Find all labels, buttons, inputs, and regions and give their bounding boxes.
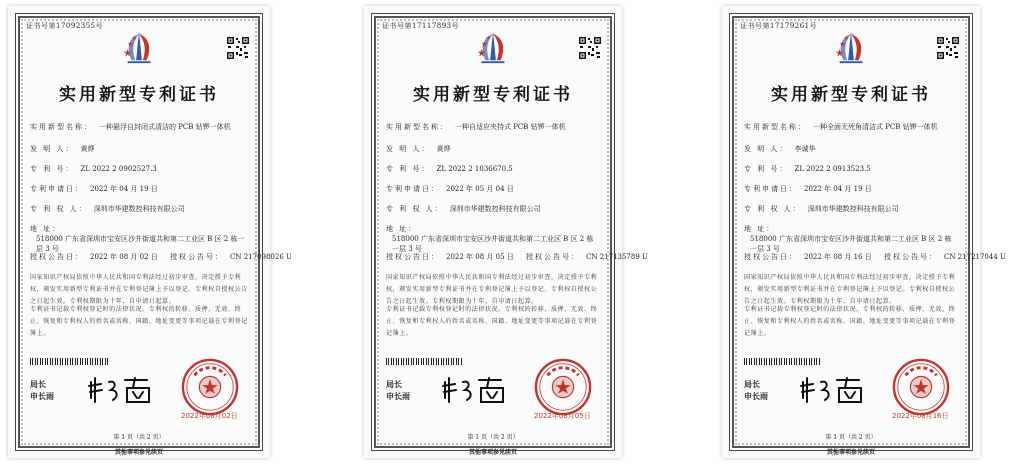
patent-certificate-2 [364, 6, 648, 458]
patent-number: 专 利 号： ZL 2022 2 0902527.3 [30, 165, 157, 173]
certificate-number: 证书号第17092355号 [26, 22, 104, 30]
official-seal-icon [892, 358, 950, 416]
director-title: 局长 [386, 379, 402, 389]
grant-date: 授权公告日： 2022 年 08 月 02 日 授权公告号： CN 217098026 U [30, 253, 292, 261]
director-signature [87, 374, 159, 404]
filing-date: 专利申请日： 2022 年 04 月 19 日 [744, 185, 872, 193]
director-signature [799, 374, 871, 404]
legal-status-statement: 专利证书记载专利权登记时的法律状况。专利权的转移、质押、无效、终止、恢复和专利权人的姓名或名称、国籍、地址变更等事项记载在专利登记簿上。 [30, 306, 248, 337]
grant-date: 授权公告日： 2022 年 08 月 05 日 授权公告号： CN 217135789 U [386, 253, 648, 261]
utility-model-name: 实用新型名称： 一种自适应夹持式 PCB 钻锣一体机 [386, 123, 566, 131]
director-name: 申长雨 [386, 391, 410, 401]
director-title: 局长 [30, 379, 46, 389]
barcode [386, 358, 463, 365]
page-number: 第 1 页（共 2 页） [467, 434, 519, 441]
certificate-title: 实用新型专利证书 [413, 85, 573, 105]
inventor: 发 明 人： 黄烨 [386, 145, 451, 153]
footer-note: 其他事项参见续页 [114, 449, 163, 456]
cnipa-emblem-icon [474, 28, 512, 66]
director-block [30, 378, 54, 402]
certificate-number: 证书号第17179261号 [740, 22, 818, 30]
patent-certificate-1 [8, 6, 292, 458]
page-number: 第 1 页（共 2 页） [825, 434, 877, 441]
certificate-title: 实用新型专利证书 [59, 85, 219, 105]
director-title: 局长 [744, 379, 760, 389]
footer-note: 其他事项参见续页 [468, 449, 517, 456]
filing-date: 专利申请日： 2022 年 04 月 19 日 [30, 185, 158, 193]
qr-code-icon [578, 36, 602, 60]
filing-date: 专利申请日： 2022 年 05 月 04 日 [386, 185, 514, 193]
certificate-title: 实用新型专利证书 [771, 85, 931, 105]
patent-holder: 专 利 权 人： 深圳市华建数控科技有限公司 [744, 205, 899, 213]
footer-note: 其他事项参见续页 [826, 449, 875, 456]
grant-statement: 国家知识产权局依照中华人民共和国专利法经过初步审查，决定授予专利权，颁发实用新型专利证书并在专利登记簿上予以登记。专利权自授权公告之日起生效。专利权期限为十年，自申请日起算。 [744, 274, 956, 305]
holder-address: 地 址：518000 广东省深圳市宝安区沙井街道共和第二工业区 B 区 2 栋一层 3 号 [744, 225, 952, 253]
grant-statement: 国家知识产权局依照中华人民共和国专利法经过初步审查，决定授予专利权，颁发实用新型专利证书并在专利登记簿上予以登记。专利权自授权公告之日起生效。专利权期限为十年，自申请日起算。 [386, 274, 598, 305]
patent-number: 专 利 号： ZL 2022 2 0913523.5 [744, 165, 871, 173]
official-seal-icon [181, 358, 239, 416]
holder-address: 地 址：518000 广东省深圳市宝安区沙井街道共和第二工业区 B 区 2 栋一层 3 号 [386, 225, 594, 253]
patent-certificate-3 [722, 6, 1006, 458]
legal-status-statement: 专利证书记载专利权登记时的法律状况。专利权的转移、质押、无效、终止、恢复和专利权人的姓名或名称、国籍、地址变更等事项记载在专利登记簿上。 [386, 306, 598, 337]
cnipa-emblem-icon [832, 28, 870, 66]
qr-code-icon [936, 36, 960, 60]
page-number: 第 1 页（共 2 页） [113, 434, 165, 441]
patent-holder: 专 利 权 人： 深圳市华建数控科技有限公司 [30, 205, 185, 213]
seal-date: 2022年08月16日 [892, 412, 949, 420]
grant-date: 授权公告日： 2022 年 08 月 16 日 授权公告号： CN 217217044 U [744, 253, 1006, 261]
director-block [386, 378, 410, 402]
utility-model-name: 实用新型名称： 一种悬浮自封闭式清洁的 PCB 钻锣一体机 [30, 123, 231, 131]
holder-address: 地 址：518000 广东省深圳市宝安区沙井街道共和第二工业区 B 区 2 栋一层 3 号 [30, 225, 245, 253]
inventor: 发 明 人： 李诚华 [744, 145, 816, 153]
cnipa-emblem-icon [120, 28, 158, 66]
grant-statement: 国家知识产权局依照中华人民共和国专利法经过初步审查，决定授予专利权，颁发实用新型专利证书并在专利登记簿上予以登记。专利权自授权公告之日起生效。专利权期限为十年，自申请日起算。 [30, 274, 248, 305]
director-signature [441, 374, 513, 404]
official-seal-icon [534, 358, 592, 416]
utility-model-name: 实用新型名称： 一种全面无死角清洁式 PCB 钻锣一体机 [744, 123, 938, 131]
seal-date: 2022年08月02日 [181, 412, 238, 420]
patent-number: 专 利 号： ZL 2022 2 1036670.5 [386, 165, 513, 173]
barcode [744, 358, 821, 365]
patent-holder: 专 利 权 人： 深圳市华建数控科技有限公司 [386, 205, 541, 213]
qr-code-icon [226, 36, 250, 60]
director-name: 申长雨 [30, 391, 54, 401]
legal-status-statement: 专利证书记载专利权登记时的法律状况。专利权的转移、质押、无效、终止、恢复和专利权人的姓名或名称、国籍、地址变更等事项记载在专利登记簿上。 [744, 306, 956, 337]
director-name: 申长雨 [744, 391, 768, 401]
director-block [744, 378, 768, 402]
seal-date: 2022年08月05日 [534, 412, 591, 420]
barcode [30, 358, 109, 365]
inventor: 发 明 人： 黄烨 [30, 145, 95, 153]
certificate-number: 证书号第17117893号 [382, 22, 460, 30]
